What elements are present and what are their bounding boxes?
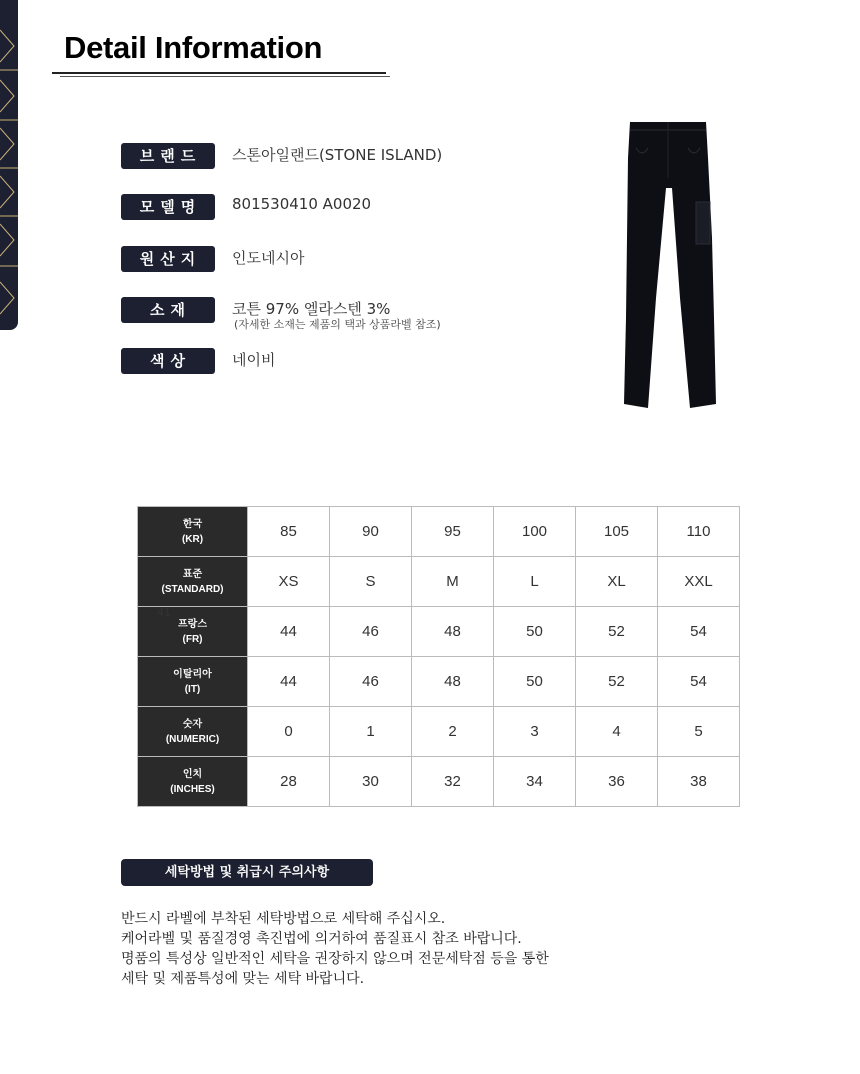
title-underline-thin (60, 76, 390, 77)
table-row (138, 657, 740, 707)
table-cell: M (412, 557, 494, 607)
info-value-material: 코튼 97% 엘라스텐 3% (232, 300, 391, 318)
table-cell: XS (248, 557, 330, 607)
table-cell: 1 (330, 707, 412, 757)
table-cell: 44 (248, 657, 330, 707)
cargo-pants-image (618, 118, 722, 414)
table-cell: 38 (658, 757, 740, 807)
table-cell: 50 (494, 607, 576, 657)
table-cell: 48 (412, 657, 494, 707)
decorative-side-pattern (0, 0, 18, 330)
info-label-brand: 브랜드 (121, 143, 215, 169)
table-cell: 50 (494, 657, 576, 707)
info-value-origin: 인도네시아 (232, 249, 305, 267)
row-header-standard: 표준 (STANDARD) (138, 557, 248, 607)
table-cell: 30 (330, 757, 412, 807)
table-cell: 52 (576, 607, 658, 657)
table-cell: S (330, 557, 412, 607)
table-cell: 85 (248, 507, 330, 557)
table-cell: 52 (576, 657, 658, 707)
info-value-color: 네이비 (232, 351, 276, 369)
info-note-material: (자세한 소재는 제품의 택과 상품라벨 참조) (234, 318, 441, 331)
size-conversion-table (137, 506, 740, 807)
table-cell: 0 (248, 707, 330, 757)
table-row (138, 557, 740, 607)
care-line: 세탁 및 제품특성에 맞는 세탁 바랍니다. (121, 971, 365, 987)
table-cell: 34 (494, 757, 576, 807)
table-cell: 90 (330, 507, 412, 557)
info-label-color: 색상 (121, 348, 215, 374)
row-header-it: 이탈리아 (IT) (138, 657, 248, 707)
table-cell: 46 (330, 607, 412, 657)
table-cell: L (494, 557, 576, 607)
table-cell: 48 (412, 607, 494, 657)
care-instructions (121, 909, 681, 989)
table-cell: 110 (658, 507, 740, 557)
table-cell: 36 (576, 757, 658, 807)
table-cell: 5 (658, 707, 740, 757)
row-header-numeric: 숫자 (NUMERIC) (138, 707, 248, 757)
info-label-model: 모델명 (121, 194, 215, 220)
table-cell: 4 (576, 707, 658, 757)
table-cell: 32 (412, 757, 494, 807)
table-cell: 95 (412, 507, 494, 557)
care-title-badge: 세탁방법 및 취급시 주의사항 (121, 859, 373, 886)
table-cell: 105 (576, 507, 658, 557)
info-value-model: 801530410 A0020 (232, 195, 372, 213)
care-line: 명품의 특성상 일반적인 세탁을 권장하지 않으며 전문세탁점 등을 통한 (121, 951, 549, 967)
care-line: 반드시 라벨에 부착된 세탁방법으로 세탁해 주십시오. (121, 911, 446, 927)
table-cell: 54 (658, 657, 740, 707)
table-row (138, 607, 740, 657)
info-value-brand: 스톤아일랜드(STONE ISLAND) (232, 146, 443, 164)
row-header-inches: 인치 (INCHES) (138, 757, 248, 807)
table-cell: XL (576, 557, 658, 607)
stray-number: 41 (157, 606, 171, 619)
table-cell: 28 (248, 757, 330, 807)
row-header-fr: 프랑스 (FR) (138, 607, 248, 657)
table-row (138, 757, 740, 807)
page-title: Detail Information (64, 30, 323, 65)
care-line: 케어라벨 및 품질경영 촉진법에 의거하여 품질표시 참조 바랍니다. (121, 931, 522, 947)
info-label-material: 소재 (121, 297, 215, 323)
row-header-kr: 한국 (KR) (138, 507, 248, 557)
table-cell: 100 (494, 507, 576, 557)
info-label-origin: 원산지 (121, 246, 215, 272)
table-row (138, 707, 740, 757)
table-cell: XXL (658, 557, 740, 607)
title-underline (52, 72, 386, 74)
table-row (138, 507, 740, 557)
table-cell: 3 (494, 707, 576, 757)
table-cell: 46 (330, 657, 412, 707)
table-cell: 54 (658, 607, 740, 657)
table-cell: 2 (412, 707, 494, 757)
table-cell: 44 (248, 607, 330, 657)
